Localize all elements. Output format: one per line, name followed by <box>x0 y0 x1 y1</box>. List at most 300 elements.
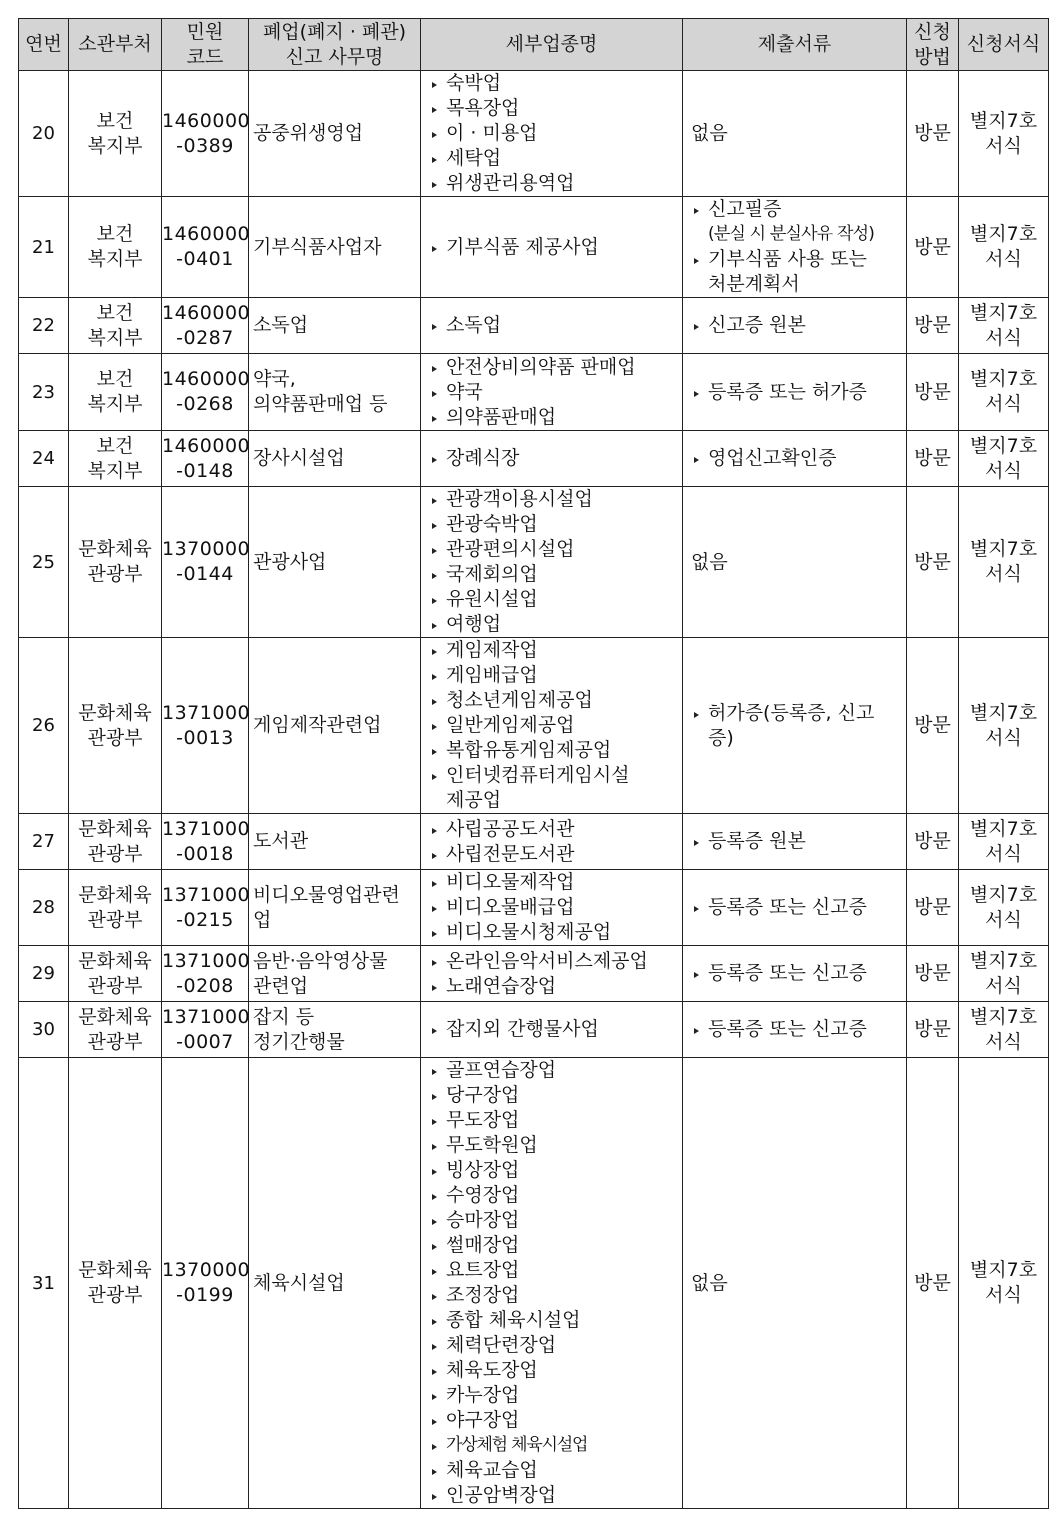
cell-docs <box>683 197 907 298</box>
dept-line: 관광부 <box>87 974 143 997</box>
cell-docs <box>683 71 907 197</box>
form-line: 서식 <box>985 1284 1022 1306</box>
cell-form <box>959 638 1049 814</box>
subtype-list <box>429 817 680 867</box>
cell-subtypes <box>421 431 683 487</box>
dept-line: 문화체육 <box>78 817 152 840</box>
cell-form <box>959 197 1049 298</box>
table-row <box>19 870 1049 946</box>
subtype-item <box>429 1308 680 1333</box>
header-docs: 제출서류 <box>683 19 907 71</box>
header-form: 신청서식 <box>959 19 1049 71</box>
subtype-item <box>429 1433 680 1458</box>
docs-item <box>691 247 902 297</box>
code-line: 1371000 <box>162 817 251 840</box>
table-row <box>19 298 1049 354</box>
dept-line: 복지부 <box>87 393 143 415</box>
header-code <box>162 19 249 71</box>
subtype-item <box>429 1383 680 1408</box>
cell-office <box>249 354 421 431</box>
cell-dept <box>69 431 162 487</box>
subtype-item <box>429 920 680 945</box>
subtype-text: 수영장업 <box>446 1184 520 1206</box>
cell-office <box>249 1058 421 1509</box>
office-line: 음반·음악영상물 <box>253 949 388 972</box>
cell-method: 방문 <box>907 870 959 946</box>
subtype-text: 승마장업 <box>446 1209 520 1231</box>
form-line: 별지7호 <box>969 1259 1038 1281</box>
dept-line: 관광부 <box>87 1284 143 1306</box>
code-line: -0148 <box>176 459 234 482</box>
subtype-item <box>429 713 680 738</box>
form-line: 별지7호 <box>969 817 1038 840</box>
subtype-item <box>429 380 680 405</box>
subtype-item <box>429 355 680 380</box>
docs-text: 없음 <box>691 550 728 573</box>
subtype-list <box>429 870 680 945</box>
subtype-text: 조정장업 <box>446 1284 520 1306</box>
form-line: 별지7호 <box>969 949 1038 972</box>
subtype-list <box>429 446 680 471</box>
subtype-item <box>429 446 680 471</box>
cell-office <box>249 197 421 298</box>
subtype-item <box>429 313 680 338</box>
subtype-text: 위생관리용역업 <box>446 172 575 194</box>
table-row <box>19 946 1049 1002</box>
code-line: -0007 <box>176 1030 234 1053</box>
cell-no: 20 <box>19 71 69 197</box>
header-code-line: 코드 <box>186 45 224 68</box>
docs-list <box>691 895 902 920</box>
code-line: 1460000 <box>162 109 251 132</box>
header-row <box>19 19 1049 71</box>
form-line: 별지7호 <box>969 1005 1038 1028</box>
subtype-text: 무도장업 <box>446 1109 520 1131</box>
code-line: 1371000 <box>162 1005 251 1028</box>
code-line: -0215 <box>176 908 234 931</box>
subtype-text: 관광편의시설업 <box>446 538 575 560</box>
subtype-item <box>429 895 680 920</box>
office-line: 업 <box>253 908 272 931</box>
subtype-text: 제공업 <box>446 789 502 811</box>
cell-subtypes <box>421 638 683 814</box>
dept-line: 문화체육 <box>78 1005 152 1028</box>
subtype-item <box>429 1333 680 1358</box>
subtype-item <box>429 121 680 146</box>
subtype-text: 여행업 <box>446 613 502 635</box>
subtype-item <box>429 1058 680 1083</box>
subtype-text: 체력단련장업 <box>446 1334 557 1356</box>
cell-no: 27 <box>19 814 69 870</box>
subtype-text: 관광객이용시설업 <box>446 488 593 510</box>
subtype-text: 비디오물제작업 <box>446 871 575 893</box>
office-line: 도서관 <box>253 830 309 852</box>
code-line: -0013 <box>176 726 234 749</box>
docs-text: 없음 <box>691 1271 728 1294</box>
dept-line: 복지부 <box>87 134 143 157</box>
subtype-text: 요트장업 <box>446 1259 520 1281</box>
cell-code <box>162 1002 249 1058</box>
form-line: 별지7호 <box>969 538 1038 560</box>
cell-dept <box>69 946 162 1002</box>
header-method <box>907 19 959 71</box>
header-office <box>249 19 421 71</box>
cell-subtypes <box>421 298 683 354</box>
cell-method: 방문 <box>907 197 959 298</box>
subtype-item <box>429 171 680 196</box>
subtype-item <box>429 562 680 587</box>
table-row <box>19 354 1049 431</box>
cell-docs <box>683 870 907 946</box>
cell-office <box>249 870 421 946</box>
docs-list <box>691 313 902 338</box>
cell-form <box>959 814 1049 870</box>
cell-code <box>162 71 249 197</box>
dept-line: 관광부 <box>87 1030 143 1053</box>
cell-docs <box>683 487 907 638</box>
header-method-line: 방법 <box>914 45 951 68</box>
docs-text: 등록증 또는 신고증 <box>708 962 867 984</box>
subtype-text: 국제회의업 <box>446 563 538 585</box>
subtype-item <box>429 612 680 637</box>
subtype-text: 안전상비의약품 판매업 <box>446 355 636 378</box>
subtype-list <box>429 235 680 260</box>
subtype-text: 야구장업 <box>446 1409 520 1431</box>
cell-form <box>959 946 1049 1002</box>
subtype-item <box>429 1483 680 1508</box>
cell-form <box>959 71 1049 197</box>
cell-docs <box>683 354 907 431</box>
subtype-item <box>429 487 680 512</box>
subtype-item <box>429 842 680 867</box>
form-line: 서식 <box>985 248 1022 270</box>
office-line: 약국, <box>253 368 296 390</box>
docs-list <box>691 380 902 405</box>
subtype-item <box>429 1408 680 1433</box>
subtype-item <box>429 638 680 663</box>
cell-no: 30 <box>19 1002 69 1058</box>
header-dept: 소관부처 <box>69 19 162 71</box>
cell-method: 방문 <box>907 1002 959 1058</box>
cell-no: 31 <box>19 1058 69 1509</box>
form-line: 별지7호 <box>969 301 1038 324</box>
office-line: 관광사업 <box>253 550 327 573</box>
docs-text: 증) <box>708 726 734 749</box>
cell-code <box>162 298 249 354</box>
code-line: -0287 <box>176 326 234 349</box>
cell-method: 방문 <box>907 814 959 870</box>
code-line: -0389 <box>176 134 234 157</box>
cell-no: 24 <box>19 431 69 487</box>
subtype-list <box>429 71 680 196</box>
docs-list <box>691 197 902 297</box>
cell-code <box>162 487 249 638</box>
subtype-list <box>429 313 680 338</box>
dept-line: 관광부 <box>87 842 143 865</box>
cell-code <box>162 638 249 814</box>
dept-line: 보건 <box>96 368 134 390</box>
table-row <box>19 1002 1049 1058</box>
subtype-text: 노래연습장업 <box>446 974 557 997</box>
cell-form <box>959 431 1049 487</box>
subtype-item <box>429 974 680 999</box>
subtype-item <box>429 1017 680 1042</box>
cell-subtypes <box>421 814 683 870</box>
form-line: 서식 <box>985 1030 1022 1053</box>
cell-code <box>162 1058 249 1509</box>
cell-no: 28 <box>19 870 69 946</box>
subtype-text: 약국 <box>446 380 483 403</box>
office-line: 체육시설업 <box>253 1271 345 1294</box>
dept-line: 보건 <box>96 223 134 245</box>
subtype-text: 잡지외 간행물사업 <box>446 1018 599 1040</box>
form-line: 서식 <box>985 393 1022 415</box>
office-line: 기부식품사업자 <box>253 235 382 258</box>
cell-dept <box>69 71 162 197</box>
subtype-text: 게임배급업 <box>446 664 538 686</box>
header-code-line: 민원 <box>186 20 224 43</box>
cell-subtypes <box>421 1058 683 1509</box>
docs-item <box>691 1017 902 1042</box>
cell-no: 29 <box>19 946 69 1002</box>
subtype-item <box>429 663 680 688</box>
subtype-item <box>429 1283 680 1308</box>
docs-text: 등록증 원본 <box>708 830 806 852</box>
subtype-item <box>429 817 680 842</box>
subtype-item <box>429 688 680 713</box>
header-office-line: 폐업(폐지 · 폐관) <box>262 20 407 43</box>
cell-office <box>249 487 421 638</box>
cell-code <box>162 354 249 431</box>
subtype-text: 썰매장업 <box>446 1234 520 1256</box>
office-line: 장사시설업 <box>253 447 345 469</box>
code-line: 1371000 <box>162 949 251 972</box>
cell-office <box>249 298 421 354</box>
form-line: 서식 <box>985 908 1022 931</box>
cell-method: 방문 <box>907 431 959 487</box>
code-line: -0268 <box>176 393 234 415</box>
office-line: 게임제작관련업 <box>253 714 382 736</box>
form-line: 별지7호 <box>969 883 1038 906</box>
subtype-item <box>429 763 680 813</box>
subtype-item <box>429 1208 680 1233</box>
cell-code <box>162 431 249 487</box>
cell-form <box>959 487 1049 638</box>
code-line: -0199 <box>176 1284 234 1306</box>
dept-line: 복지부 <box>87 326 143 349</box>
cell-docs <box>683 946 907 1002</box>
subtype-item <box>429 1133 680 1158</box>
subtype-text: 장례식장 <box>446 447 520 469</box>
code-line: 1460000 <box>162 434 251 457</box>
docs-item <box>691 197 902 247</box>
cell-dept <box>69 870 162 946</box>
docs-text: 등록증 또는 허가증 <box>708 380 867 403</box>
cell-docs <box>683 431 907 487</box>
subtype-item <box>429 71 680 96</box>
cell-dept <box>69 487 162 638</box>
form-line: 서식 <box>985 326 1022 349</box>
docs-item <box>691 701 902 751</box>
code-line: 1460000 <box>162 223 251 245</box>
cell-no: 22 <box>19 298 69 354</box>
docs-list <box>691 446 902 471</box>
cell-docs <box>683 1058 907 1509</box>
subtype-text: 온라인음악서비스제공업 <box>446 949 648 972</box>
subtype-list <box>429 487 680 637</box>
cell-dept <box>69 814 162 870</box>
cell-method: 방문 <box>907 298 959 354</box>
office-line: 관련업 <box>253 974 309 997</box>
dept-line: 보건 <box>96 301 134 324</box>
cell-form <box>959 870 1049 946</box>
code-line: -0208 <box>176 974 234 997</box>
dept-line: 복지부 <box>87 459 143 482</box>
cell-office <box>249 1002 421 1058</box>
subtype-item <box>429 1233 680 1258</box>
subtype-text: 목욕장업 <box>446 97 520 119</box>
office-line: 공중위생영업 <box>253 122 364 144</box>
cell-subtypes <box>421 1002 683 1058</box>
form-line: 별지7호 <box>969 223 1038 245</box>
subtype-item <box>429 1158 680 1183</box>
code-line: 1371000 <box>162 701 251 724</box>
cell-subtypes <box>421 487 683 638</box>
office-line: 잡지 등 <box>253 1005 315 1028</box>
subtype-item <box>429 587 680 612</box>
form-line: 서식 <box>985 134 1022 157</box>
dept-line: 문화체육 <box>78 701 152 724</box>
subtype-item <box>429 1458 680 1483</box>
subtype-item <box>429 1358 680 1383</box>
docs-list <box>691 1017 902 1042</box>
table-row <box>19 487 1049 638</box>
subtype-list <box>429 949 680 999</box>
subtype-item <box>429 870 680 895</box>
subtype-text: 무도학원업 <box>446 1134 538 1156</box>
subtype-text: 빙상장업 <box>446 1159 520 1181</box>
docs-item <box>691 446 902 471</box>
cell-office <box>249 71 421 197</box>
business-closure-table <box>18 18 1049 1509</box>
code-line: -0144 <box>176 563 234 585</box>
subtype-item <box>429 512 680 537</box>
dept-line: 문화체육 <box>78 538 152 560</box>
form-line: 서식 <box>985 842 1022 865</box>
cell-form <box>959 298 1049 354</box>
dept-line: 관광부 <box>87 908 143 931</box>
code-line: 1460000 <box>162 301 251 324</box>
cell-form <box>959 1058 1049 1509</box>
subtype-text: 체육도장업 <box>446 1359 538 1381</box>
subtype-text: 종합 체육시설업 <box>446 1309 581 1331</box>
dept-line: 복지부 <box>87 248 143 270</box>
subtype-text: 유원시설업 <box>446 588 538 610</box>
subtype-text: 카누장업 <box>446 1384 520 1406</box>
docs-text: 기부식품 사용 또는 <box>708 248 867 270</box>
subtype-text: 숙박업 <box>446 72 502 94</box>
cell-method: 방문 <box>907 354 959 431</box>
form-line: 서식 <box>985 459 1022 482</box>
cell-form <box>959 354 1049 431</box>
form-line: 서식 <box>985 726 1022 749</box>
docs-text: 처분계획서 <box>708 273 800 295</box>
subtype-text: 관광숙박업 <box>446 513 538 535</box>
docs-text: 신고증 원본 <box>708 314 806 336</box>
header-no: 연번 <box>19 19 69 71</box>
docs-list <box>691 701 902 751</box>
dept-line: 관광부 <box>87 563 143 585</box>
subtype-item <box>429 1258 680 1283</box>
subtype-text: 세탁업 <box>446 147 502 169</box>
subtype-text: 체육교습업 <box>446 1459 538 1481</box>
docs-item <box>691 380 902 405</box>
office-line: 의약품판매업 등 <box>253 393 388 415</box>
cell-subtypes <box>421 946 683 1002</box>
docs-item <box>691 829 902 854</box>
code-line: 1370000 <box>162 1259 251 1281</box>
form-line: 별지7호 <box>969 368 1038 390</box>
form-line: 서식 <box>985 974 1022 997</box>
subtype-text: 일반게임제공업 <box>446 714 575 736</box>
cell-code <box>162 946 249 1002</box>
subtype-list <box>429 638 680 813</box>
subtype-item <box>429 235 680 260</box>
dept-line: 보건 <box>96 434 134 457</box>
subtype-text: 당구장업 <box>446 1084 520 1106</box>
subtype-text: 복합유통게임제공업 <box>446 739 612 761</box>
subtype-item <box>429 96 680 121</box>
docs-text: 없음 <box>691 122 728 144</box>
cell-docs <box>683 814 907 870</box>
table-row <box>19 431 1049 487</box>
cell-docs <box>683 638 907 814</box>
docs-text: (분실 시 분실사유 작성) <box>708 224 875 244</box>
cell-docs <box>683 298 907 354</box>
docs-text: 허가증(등록증, 신고 <box>708 701 875 724</box>
cell-code <box>162 870 249 946</box>
subtype-text: 인터넷컴퓨터게임시설 <box>446 764 630 786</box>
cell-method: 방문 <box>907 946 959 1002</box>
table-row <box>19 1058 1049 1509</box>
subtype-text: 의약품판매업 <box>446 405 557 428</box>
subtype-item <box>429 146 680 171</box>
dept-line: 문화체육 <box>78 883 152 906</box>
docs-list <box>691 961 902 986</box>
code-line: -0018 <box>176 842 234 865</box>
cell-docs <box>683 1002 907 1058</box>
office-line: 소독업 <box>253 314 309 336</box>
code-line: 1371000 <box>162 883 251 906</box>
subtype-text: 소독업 <box>446 314 502 336</box>
cell-method: 방문 <box>907 71 959 197</box>
table-row <box>19 814 1049 870</box>
subtype-item <box>429 1108 680 1133</box>
table-row <box>19 638 1049 814</box>
subtype-text: 게임제작업 <box>446 639 538 661</box>
dept-line: 관광부 <box>87 726 143 749</box>
docs-item <box>691 895 902 920</box>
code-line: -0401 <box>176 248 234 270</box>
cell-dept <box>69 298 162 354</box>
cell-dept <box>69 197 162 298</box>
cell-office <box>249 638 421 814</box>
form-line: 서식 <box>985 563 1022 585</box>
subtype-item <box>429 1183 680 1208</box>
cell-no: 23 <box>19 354 69 431</box>
form-line: 별지7호 <box>969 701 1038 724</box>
subtype-item <box>429 738 680 763</box>
